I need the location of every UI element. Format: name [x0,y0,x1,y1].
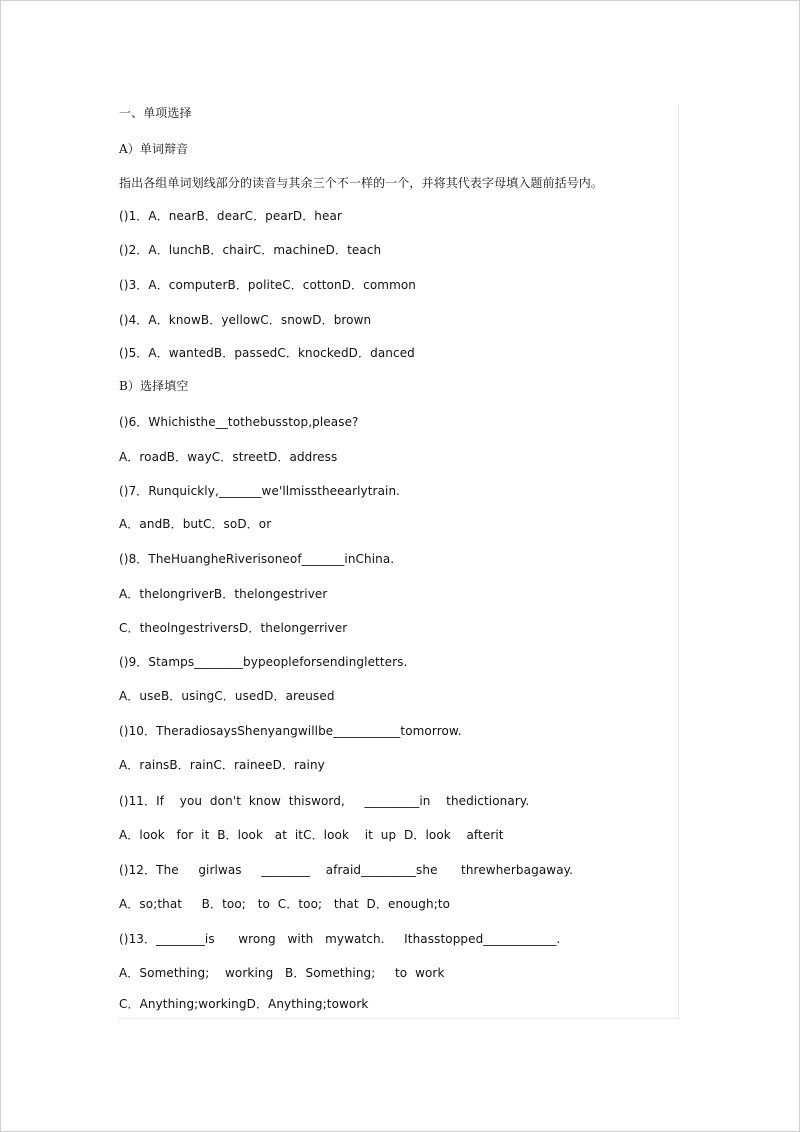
options-10: A．rainsB．rainC．raineeD．rainy [119,758,325,772]
question-12: ()12．The girlwas ________ afraid_________she threwherbagaway. [119,863,574,877]
question-8: ()8．TheHuangheRiverisoneof_______inChina. [119,552,395,566]
section-title: 一、单项选择 [119,106,192,120]
question-2: ()2．A．lunchB．chairC．machineD．teach [119,243,382,257]
options-13b: C．Anything;workingD．Anything;towork [119,997,369,1011]
question-9: ()9．Stamps________bypeopleforsendingletters. [119,655,408,669]
part-a-heading: A）单词辩音 [119,142,189,156]
part-b-heading: B）选择填空 [119,379,189,393]
options-8a: A．thelongriverB．thelongestriver [119,587,328,601]
question-6: ()6．Whichisthe__tothebusstop,please? [119,415,359,429]
question-1: ()1．A．nearB．dearC．pearD．hear [119,209,342,223]
part-a-instruction: 指出各组单词划线部分的读音与其余三个不一样的一个，并将其代表字母填入题前括号内。 [119,176,604,190]
question-10: ()10．TheradiosaysShenyangwillbe___________tomorrow. [119,724,462,738]
options-7: A．andB．butC．soD．or [119,517,272,531]
options-6: A．roadB．wayC．streetD．address [119,450,338,464]
question-4: ()4．A．knowB．yellowC．snowD．brown [119,313,372,327]
question-5: ()5．A．wantedB．passedC．knockedD．danced [119,346,415,360]
options-9: A．useB．usingC．usedD．areused [119,689,335,703]
question-13: ()13．________is wrong with mywatch. Ithasstopped____________. [119,932,561,946]
question-7: ()7．Runquickly,_______we'llmisstheearlytrain. [119,484,401,498]
options-11: A．look for it B．look at itC．look it up D．look afterit [119,828,504,842]
question-3: ()3．A．computerB．politeC．cottonD．common [119,278,417,292]
options-8b: C．theolngestriversD．thelongerriver [119,621,348,635]
question-11: ()11．If you don't know thisword, _________in thedictionary. [119,794,530,808]
options-13a: A．Something; working B．Something; to work [119,966,445,980]
options-12: A．so;that B．too; to C．too; that D．enough;to [119,897,451,911]
